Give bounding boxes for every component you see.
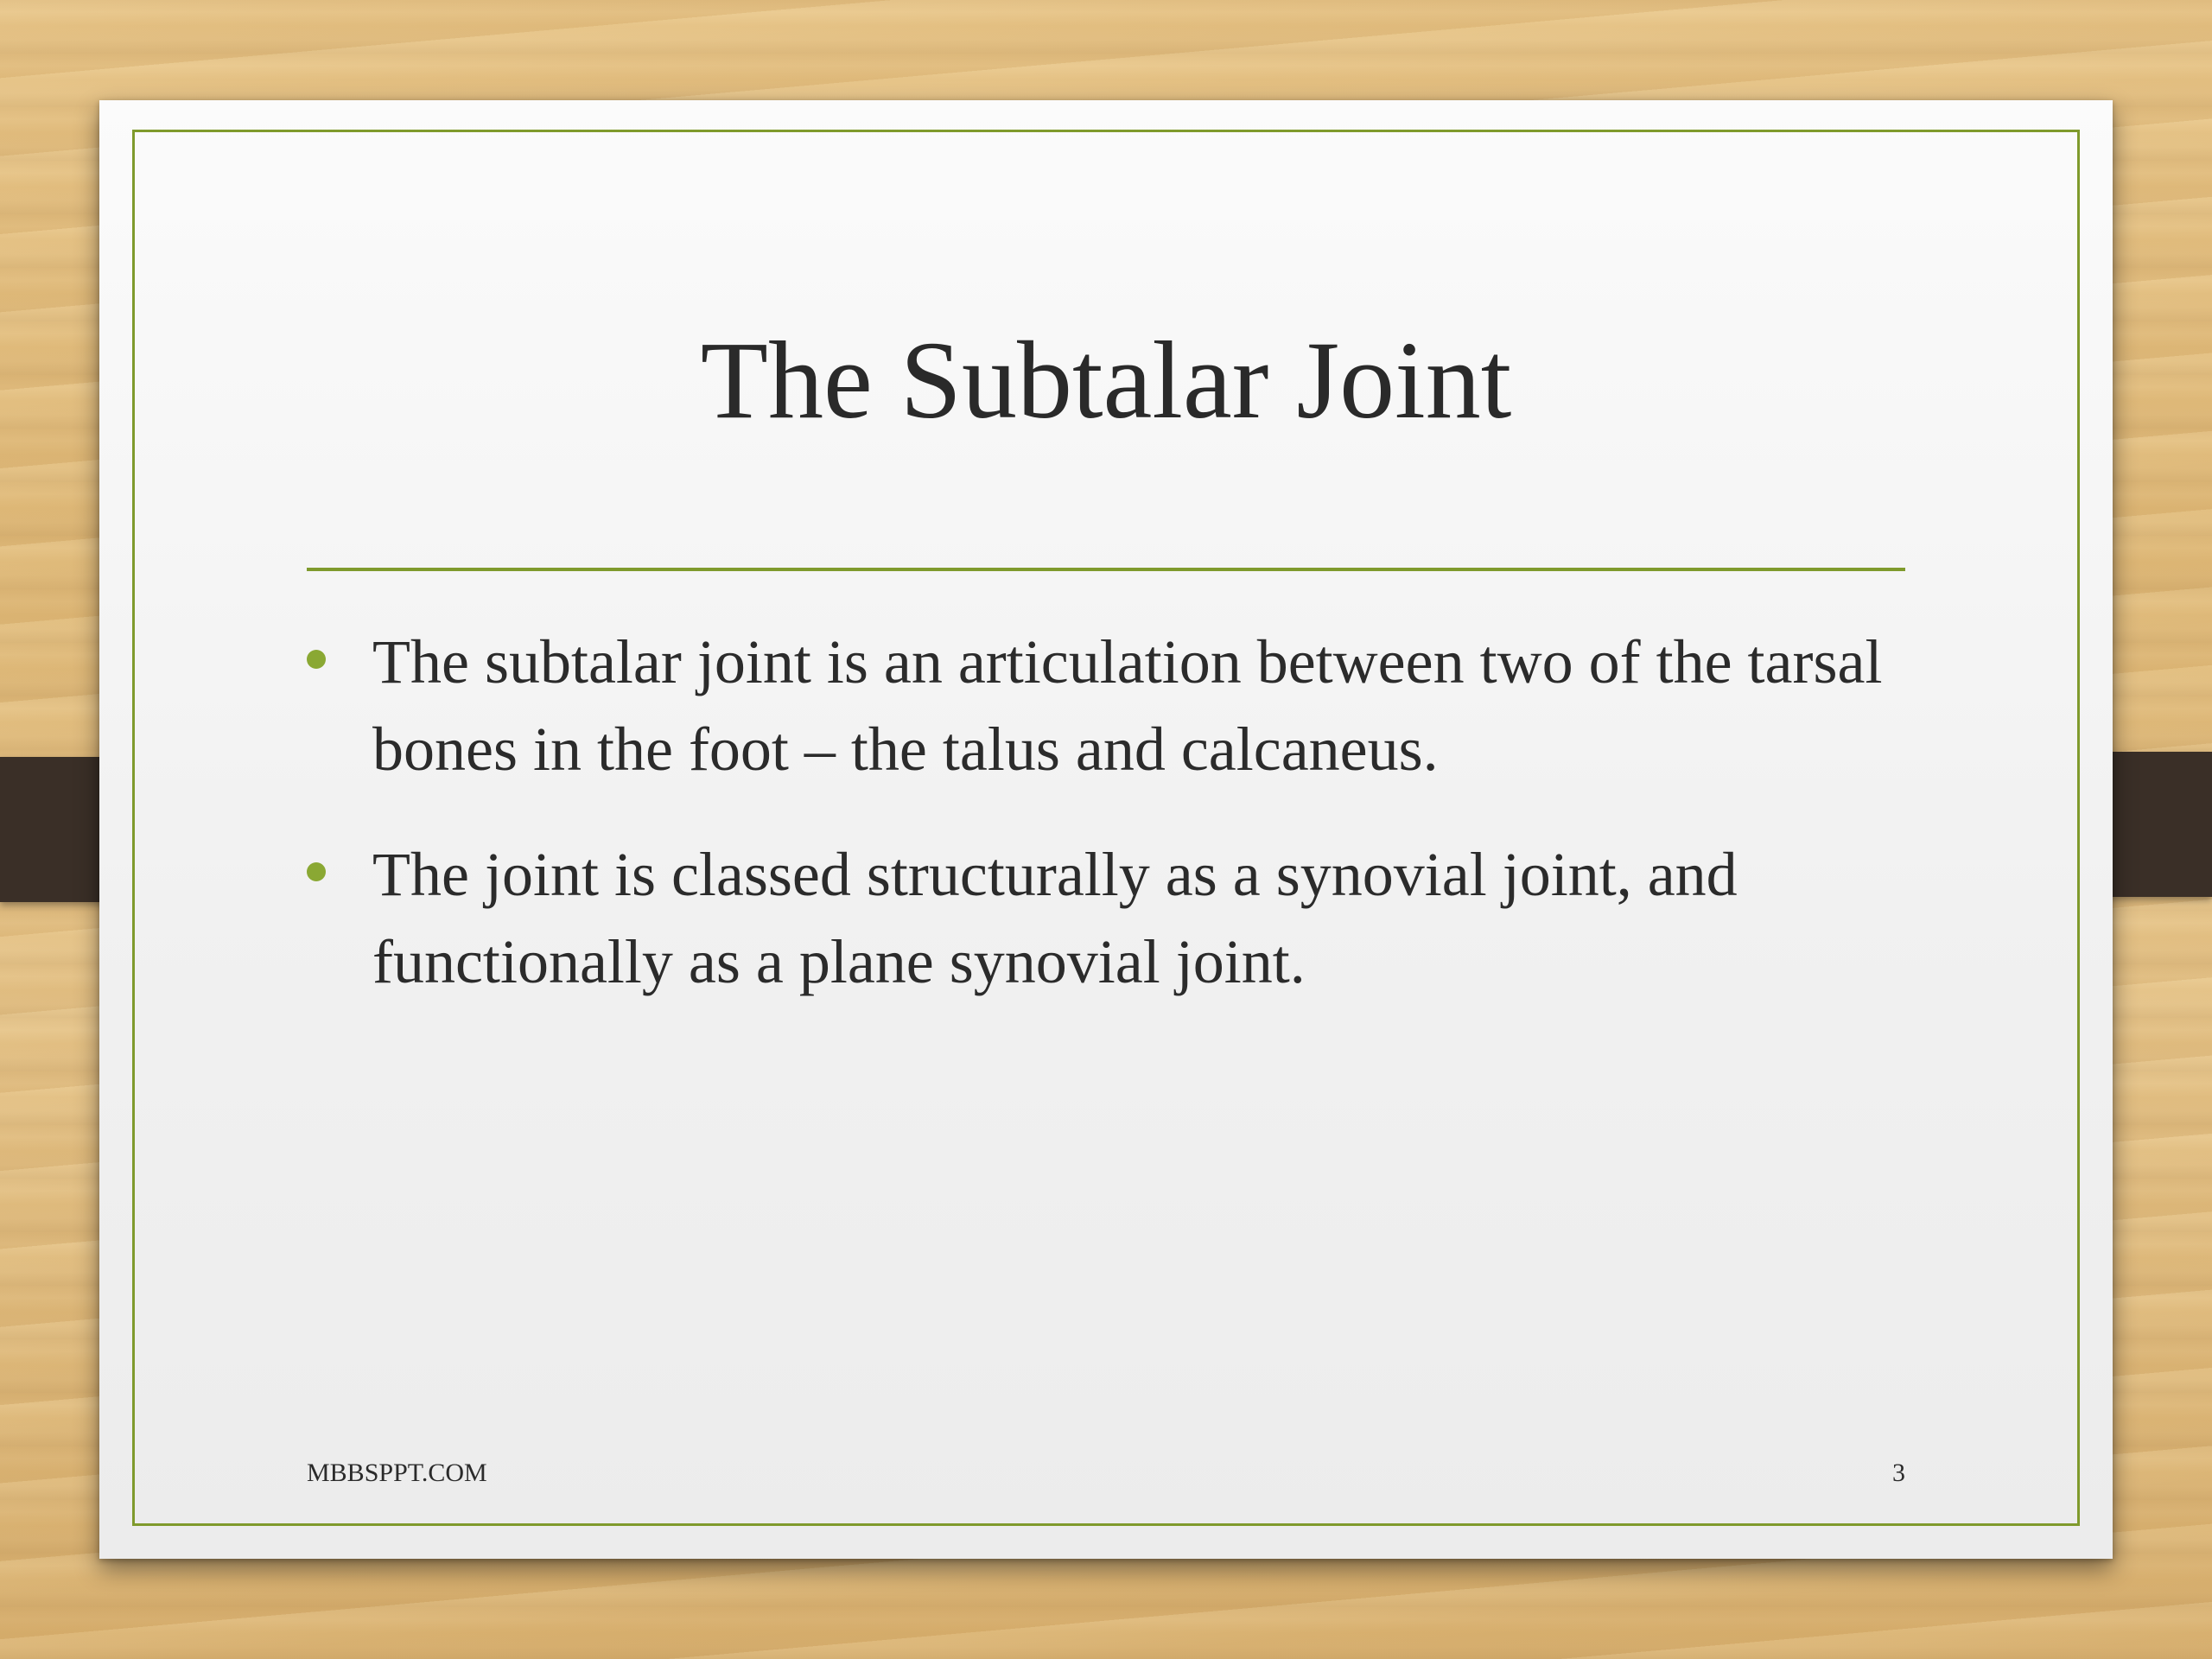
title-divider: [307, 568, 1905, 571]
slide: [99, 100, 2113, 1559]
footer-source: MBBSPPT.COM: [307, 1459, 487, 1487]
bullet-list: [307, 619, 1931, 1044]
slide-number: 3: [1892, 1459, 1905, 1487]
bullet-dot-icon: [307, 650, 326, 669]
bullet-text: The subtalar joint is an articulation between two of the tarsal bones in the foot – the talus and calcaneus.: [372, 627, 1883, 784]
bullet-item: [307, 831, 1931, 1006]
bullet-dot-icon: [307, 862, 326, 881]
bullet-text: The joint is classed structurally as a synovial joint, and functionally as a plane synovial joint.: [372, 840, 1738, 996]
slide-title: The Subtalar Joint: [700, 319, 1512, 442]
bullet-item: [307, 619, 1931, 793]
